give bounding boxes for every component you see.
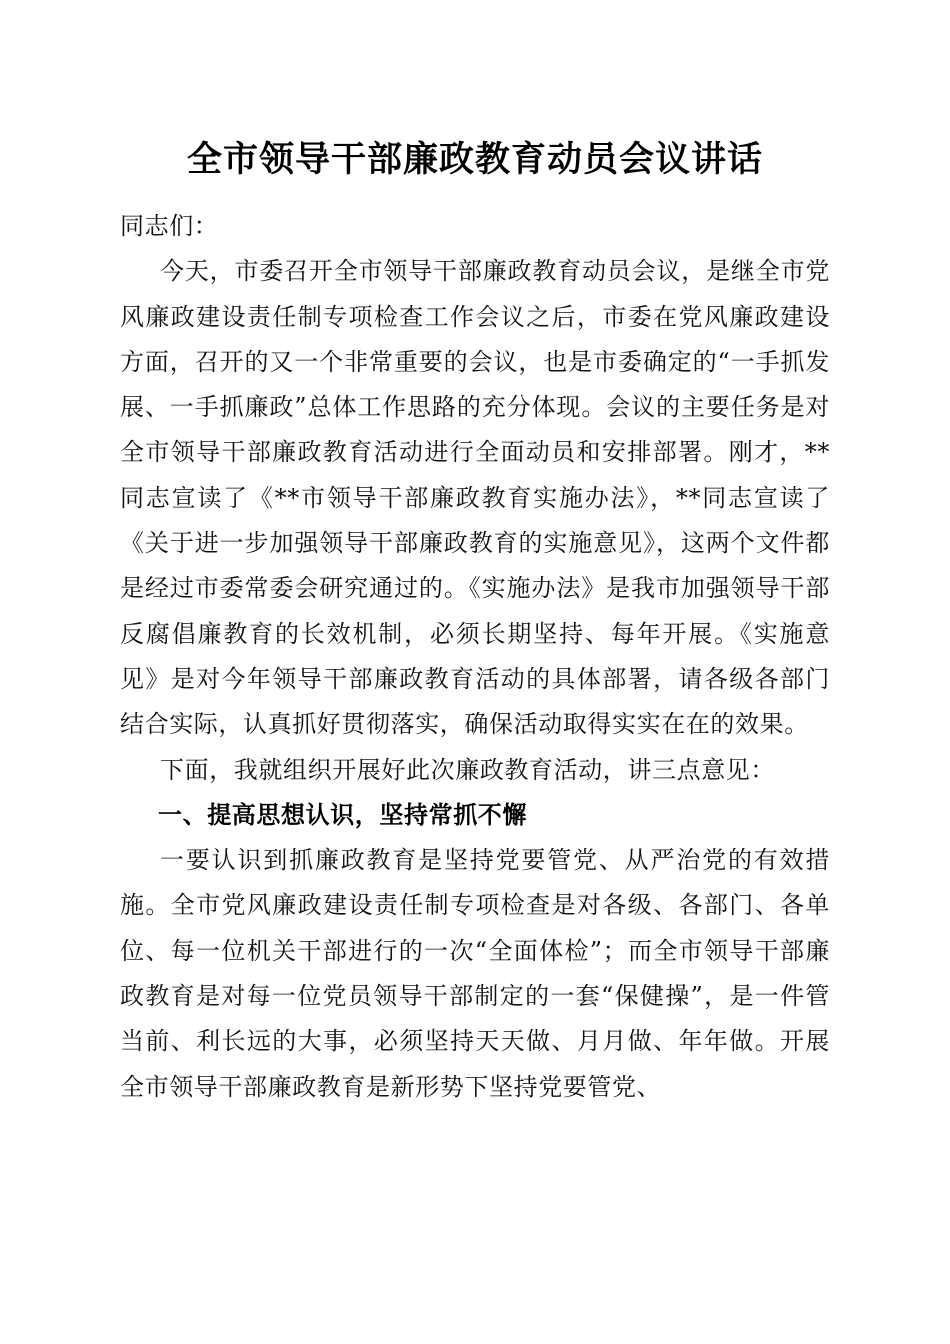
section-heading-one: 一、提高思想认识，坚持常抓不懈 [158,800,527,829]
document-title: 全市领导干部廉政教育动员会议讲话 [186,139,763,180]
salutation: 同志们： [120,212,219,240]
paragraph-opening: 今天，市委召开全市领导干部廉政教育动员会议，是继全市党风廉政建设责任制专项检查工作会议之后，市委在党风廉政建设方面，召开的又一个非常重要的会议，也是市委确定的“一手抓发展、一手抓廉政”总体工作思路的充分体现。会议的主要任务是对全市领导干部廉政教育活动进行全面动员和安排部署。刚才，**同志宣读了《**市领导干部廉政教育实施办法》，**同志宣读了《关于进一步加强领导干部廉政教育的实施意见》，这两个文件都是经过市委常委会研究通过的。《实施办法》是我市加强领导干部反腐倡廉教育的长效机制，必须长期坚持、每年开展。《实施意见》是对今年领导干部廉政教育活动的具体部署，请各级各部门结合实际，认真抓好贯彻落实，确保活动取得实实在在的效果。 [120,257,830,739]
paragraph-intro-points: 下面，我就组织开展好此次廉政教育活动，讲三点意见： [160,755,775,784]
paragraph-section-one: 一要认识到抓廉政教育是坚持党要管党、从严治党的有效措施。全市党风廉政建设责任制专项检查是对各级、各部门、各单位、每一位机关干部进行的一次“全面体检”；而全市领导干部廉政教育是对每一位党员领导干部制定的一套“保健操”，是一件管当前、利长远的大事，必须坚持天天做、月月做、年年做。开展全市领导干部廉政教育是新形势下坚持党要管党、 [120,846,830,1101]
document-body [120,204,830,1110]
